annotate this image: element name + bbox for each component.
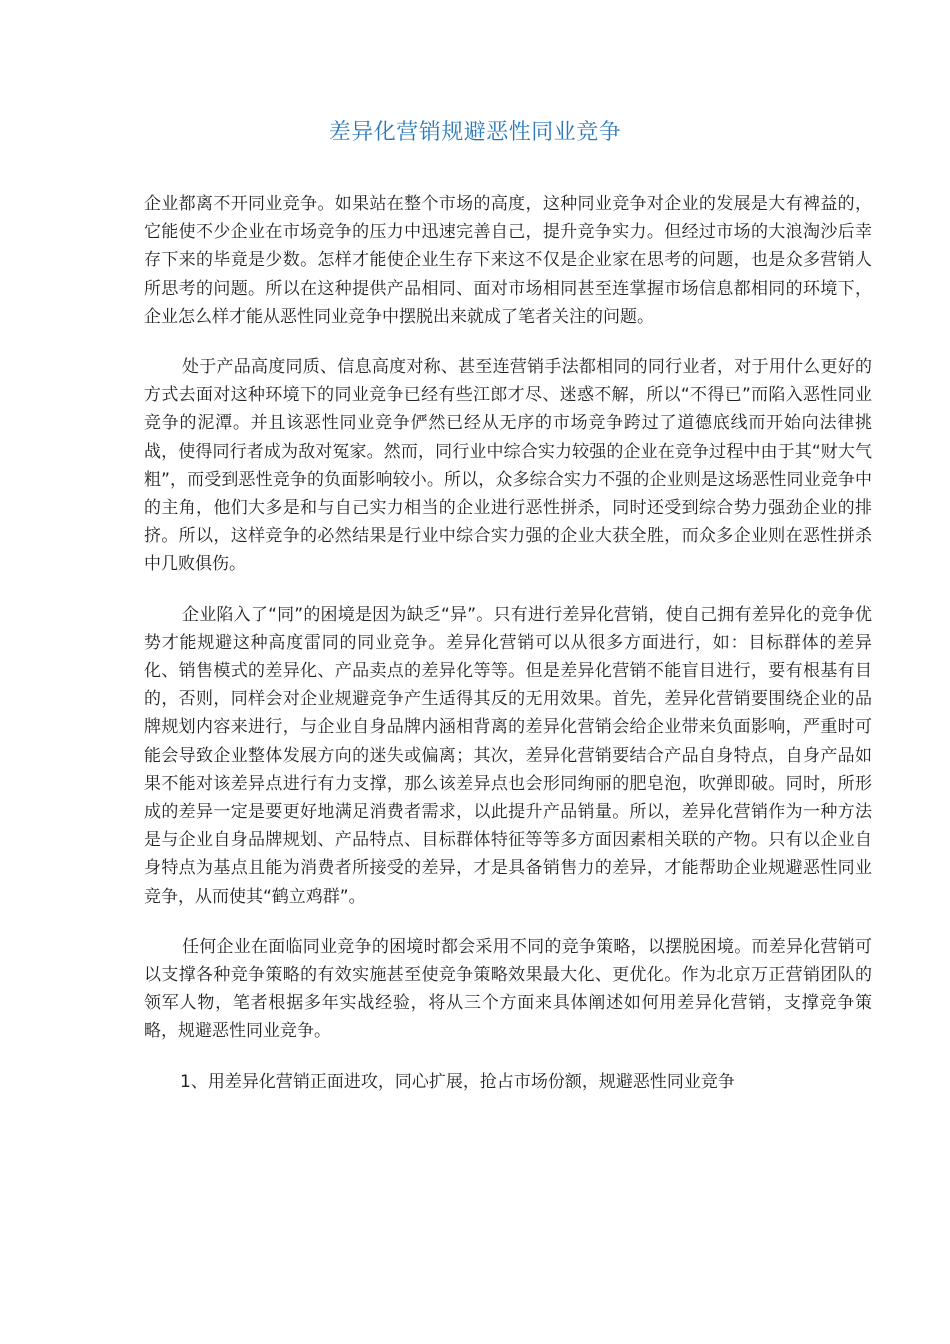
paragraph-4: 任何企业在面临同业竞争的困境时都会采用不同的竞争策略，以摆脱困境。而差异化营销可以支撑各种竞争策略的有效实施甚至使竞争策略效果最大化、更优化。作为北京万正营销团队的领军人物，笔者根据多年实战经验，将从三个方面来具体阐述如何用差异化营销，支撑竞争策略，规避恶性同业竞争。 — [144, 936, 872, 1042]
section-heading-1: 1、用差异化营销正面进攻，同心扩展，抢占市场份额，规避恶性同业竞争 — [180, 1071, 735, 1092]
paragraph-3: 企业陷入了“同”的困境是因为缺乏“异”。只有进行差异化营销，使自己拥有差异化的竞争优势才能规避这种高度雷同的同业竞争。差异化营销可以从很多方面进行，如：目标群体的差异化、销售模式的差异化、产品卖点的差异化等等。但是差异化营销不能盲目进行，要有根基有目的，否则，同样会对企业规避竞争产生适得其反的无用效果。首先，差异化营销要围绕企业的品牌规划内容来进行，与企业自身品牌内涵相背离的差异化营销会给企业带来负面影响，严重时可能会导致企业整体发展方向的迷失或偏离；其次，差异化营销要结合产品自身特点，自身产品如果不能对该差异点进行有力支撑，那么该差异点也会形同绚丽的肥皂泡，吹弹即破。同时，所形成的差异一定是要更好地满足消费者需求，以此提升产品销量。所以，差异化营销作为一种方法是与企业自身品牌规划、产品特点、目标群体特征等等多方面因素相关联的产物。只有以企业自身特点为基点且能为消费者所接受的差异，才是具备销售力的差异，才能帮助企业规避恶性同业竞争，从而使其“鹤立鸡群”。 — [144, 604, 872, 907]
document-title: 差异化营销规避恶性同业竞争 — [328, 120, 622, 145]
paragraph-2: 处于产品高度同质、信息高度对称、甚至连营销手法都相同的同行业者，对于用什么更好的方式去面对这种环境下的同业竞争已经有些江郎才尽、迷惑不解，所以“不得已”而陷入恶性同业竞争的泥潭。并且该恶性同业竞争俨然已经从无序的市场竞争跨过了道德底线而开始向法律挑战，使得同行者成为敌对冤家。然而，同行业中综合实力较强的企业在竞争过程中由于其“财大气粗”，而受到恶性竞争的负面影响较小。所以，众多综合实力不强的企业则是这场恶性同业竞争中的主角，他们大多是和与自己实力相当的企业进行恶性拼杀，同时还受到综合势力强劲企业的排挤。所以，这样竞争的必然结果是行业中综合实力强的企业大获全胜，而众多企业则在恶性拼杀中几败俱伤。 — [144, 357, 872, 575]
paragraph-1: 企业都离不开同业竞争。如果站在整个市场的高度，这种同业竞争对企业的发展是大有裨益的，它能使不少企业在市场竞争的压力中迅速完善自己，提升竞争实力。但经过市场的大浪淘沙后幸存下来的毕竟是少数。怎样才能使企业生存下来这不仅是企业家在思考的问题，也是众多营销人所思考的问题。所以在这种提供产品相同、面对市场相同甚至连掌握市场信息都相同的环境下，企业怎么样才能从恶性同业竞争中摆脱出来就成了笔者关注的问题。 — [144, 194, 872, 327]
document-body — [144, 190, 872, 1096]
